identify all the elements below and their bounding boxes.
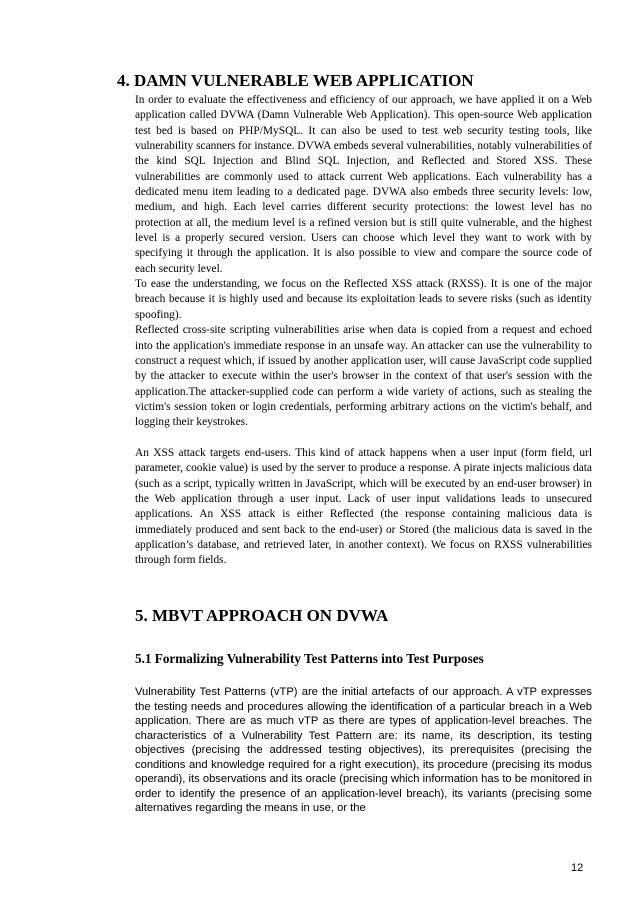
section-4-paragraph-3: Reflected cross-site scripting vulnerabilities arise when data is copied from a request and echoed into the application's immediate response in an unsafe way. An attacker can use the vulnerability to construct a request which, if issued by another application user, will cause JavaScript code supplied by the attacker to execute within the user's browser in the context of that user's session with the application.The attacker-supplied code can perform a wide variety of actions, such as stealing the victim's session token or login credentials, performing arbitrary actions on the victim's behalf, and logging their keystrokes. — [135, 324, 592, 429]
section-4-body — [135, 93, 592, 569]
subsection-5-1-paragraph: Vulnerability Test Patterns (vTP) are the initial artefacts of our approach. A vTP expresses the testing needs and procedures allowing the identification of a particular breach in a Web application. There are as much vTP as there are types of application-level breaches. The characteristics of a Vulnerability Test Pattern are: its name, its description, its testing objectives (precising the addressed testing objectives), its prerequisites (precising the conditions and knowledge required for a right execution), its procedure (precising its modus operandi), its observations and its oracle (precising which information has to be monitored in order to identify the presence of an application-level breach), its variants (precising some alternatives regarding the means in use, or the — [135, 686, 592, 814]
section-4-heading: 4. DAMN VULNERABLE WEB APPLICATION — [117, 71, 474, 90]
subsection-5-1-heading: 5.1 Formalizing Vulnerability Test Patterns into Test Purposes — [135, 651, 484, 666]
paragraph-spacer — [135, 431, 592, 446]
section-4-paragraph-2: To ease the understanding, we focus on the Reflected XSS attack (RXSS). It is one of the major breach because it is highly used and because its exploitation leads to severe risks (such as identity spoofing). — [135, 278, 592, 321]
section-4-paragraph-1: In order to evaluate the effectiveness and efficiency of our approach, we have applied it on a Web application called DVWA (Damn Vulnerable Web Application). This open-source Web application test bed is based on PHP/MySQL. It can also be used to test web security testing tools, like vulnerability scanners for instance. DVWA embeds several vulnerabilities, notably vulnerabilities of the kind SQL Injection and Blind SQL Injection, and Reflected and Stored XSS. These vulnerabilities are commonly used to attack current Web applications. Each vulnerability has a dedicated menu item leading to a dedicated page. DVWA also embeds three security levels: low, medium, and high. Each level carries different security protections: the lowest level has no protection at all, the medium level is a refined version but is still quite vulnerable, and the highest level is a properly secured version. Users can choose which level they want to work with by specifying it through the application. It is also possible to view and compare the source code of each security level. — [135, 94, 592, 275]
section-4-paragraph-4: An XSS attack targets end-users. This kind of attack happens when a user input (form field, url parameter, cookie value) is used by the server to produce a response. A pirate injects malicious data (such as a script, typically written in JavaScript, which will be executed by an end-user browser) in the Web application through a user input. Lack of user input validations leads to unsecured applications. An XSS attack is either Reflected (the response containing malicious data is immediately produced and sent back to the end-user) or Stored (the malicious data is saved in the application’s database, and retrieved later, in another context). We focus on RXSS vulnerabilities through form fields. — [135, 446, 592, 567]
page-number: 12 — [571, 862, 584, 874]
section-5-heading: 5. MBVT APPROACH ON DVWA — [135, 606, 389, 625]
